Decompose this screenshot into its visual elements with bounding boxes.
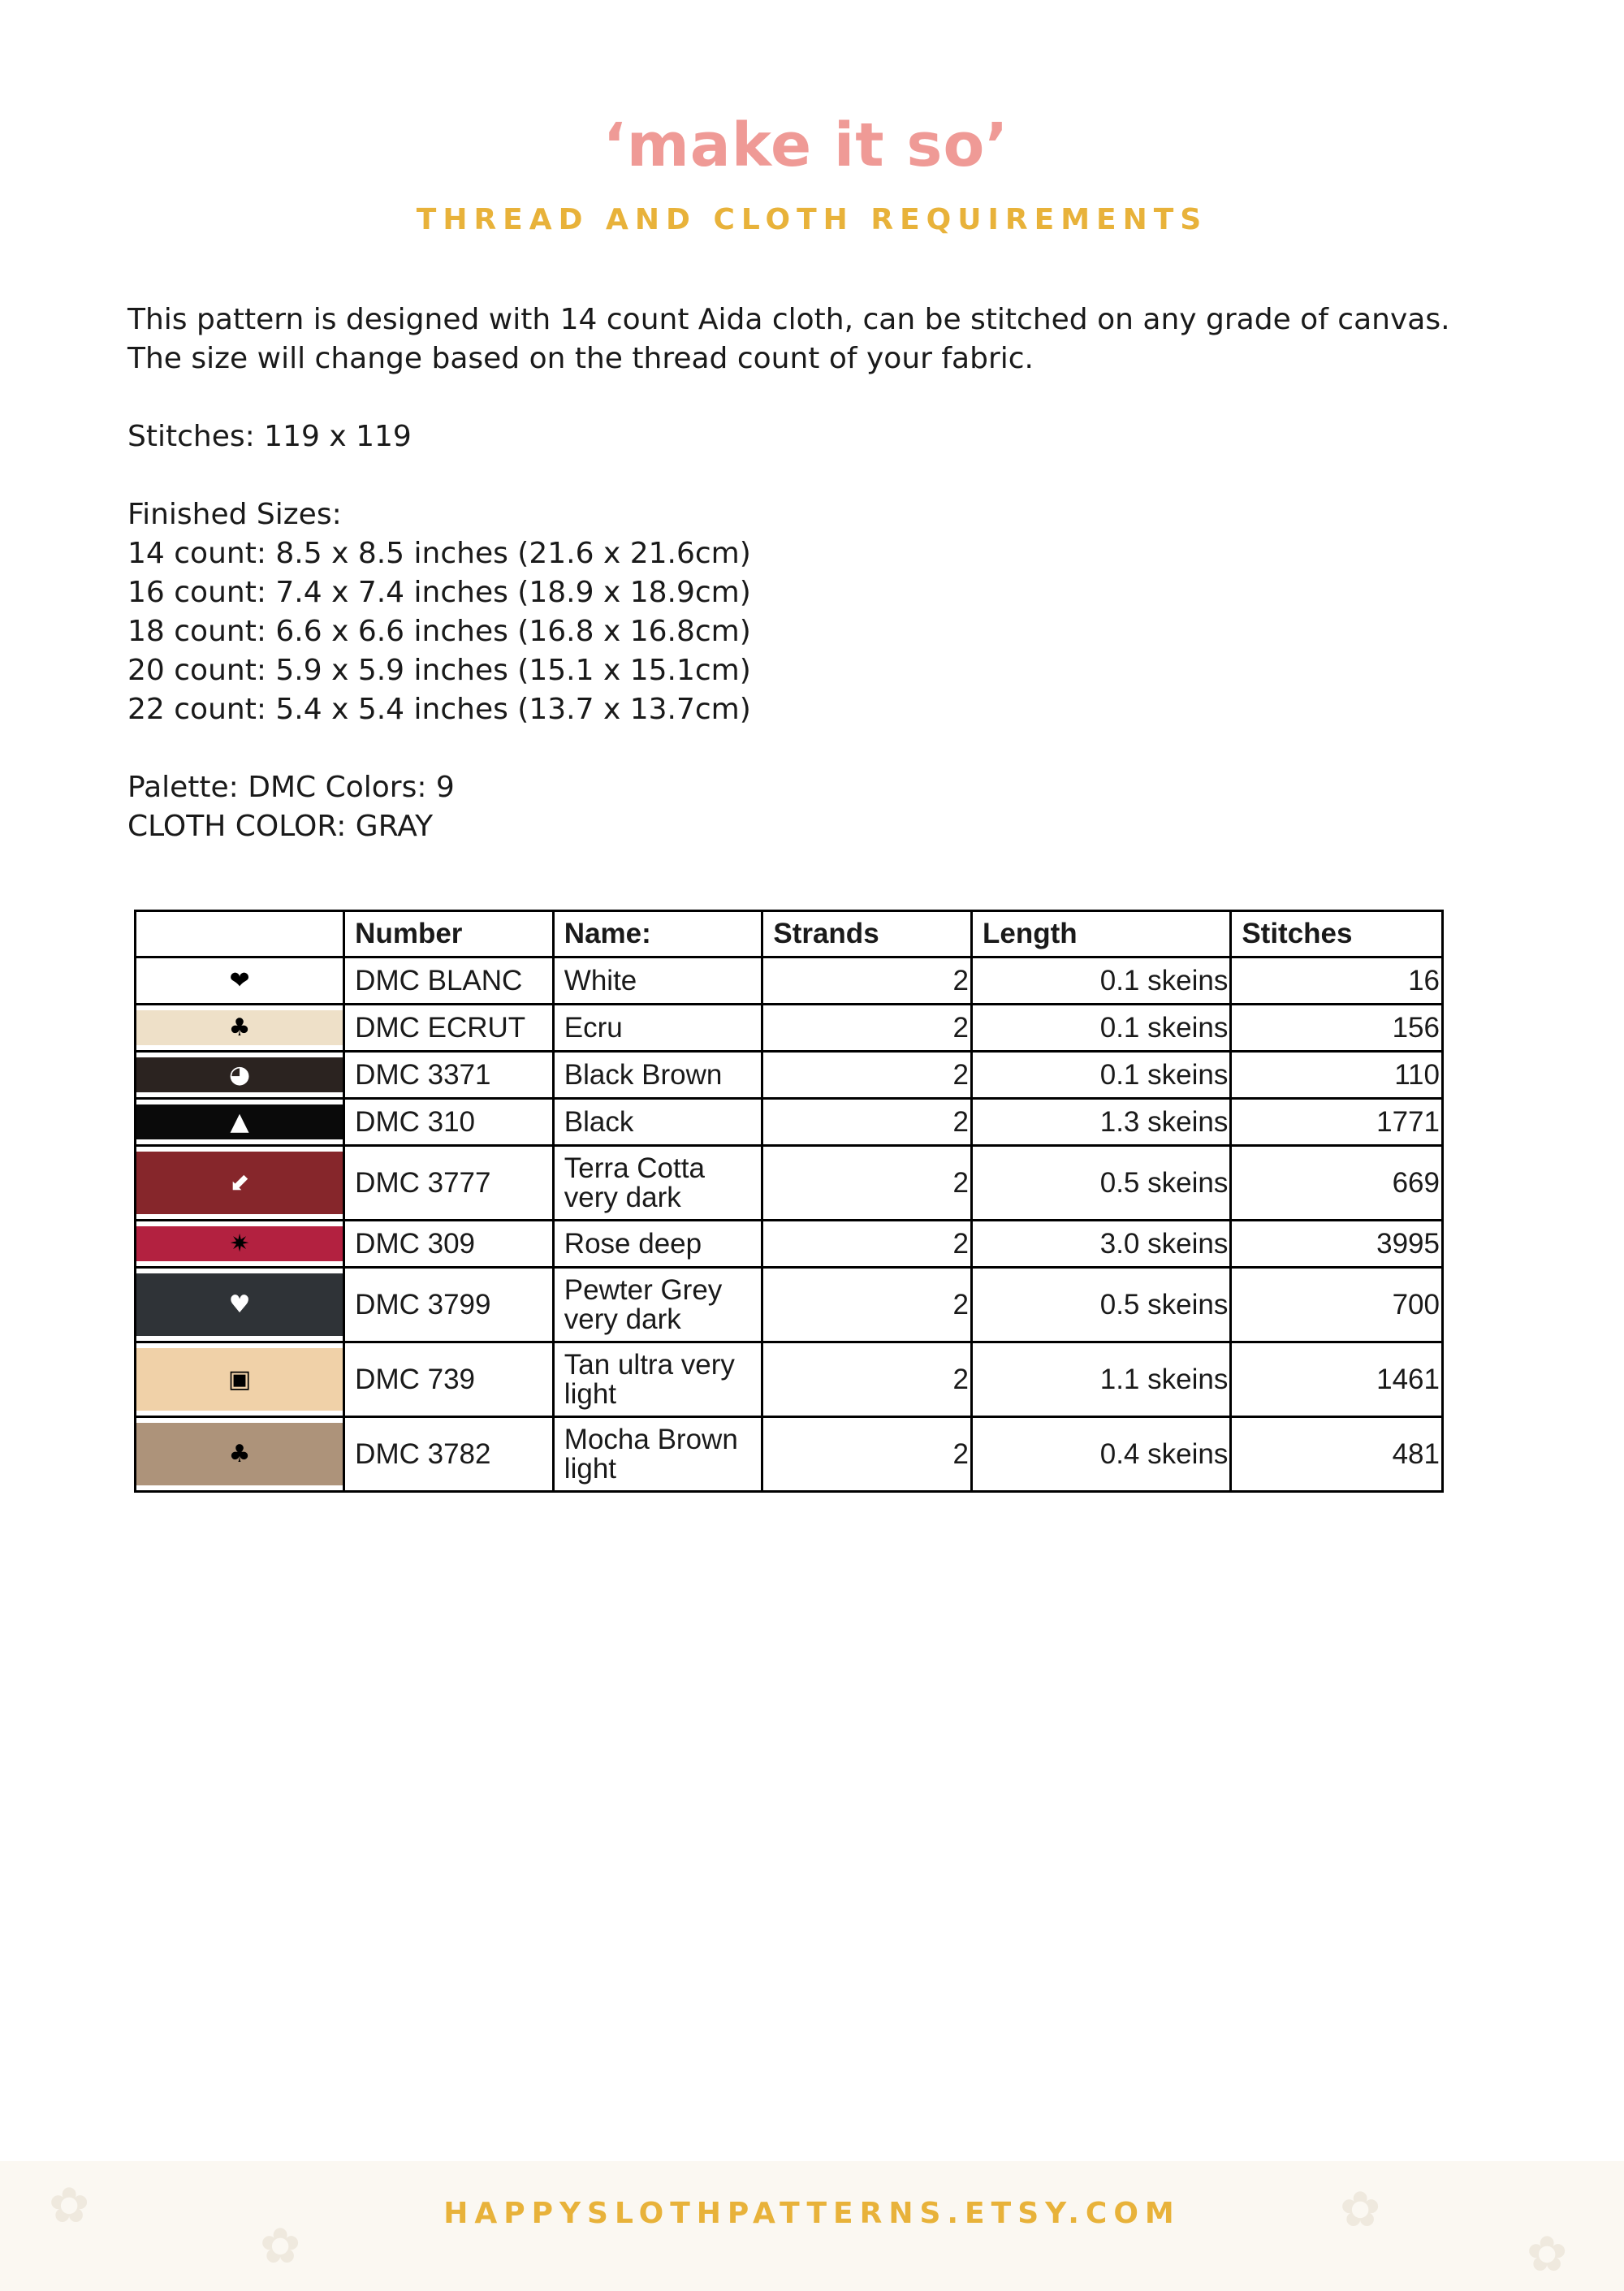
- thread-name: Ecru: [553, 1005, 762, 1052]
- heart-icon: ❤: [229, 966, 250, 995]
- header-strands: Strands: [762, 911, 972, 957]
- color-swatch: [136, 1010, 343, 1045]
- table-row: [136, 1417, 1443, 1492]
- heart-circle-icon: ♥: [228, 1290, 251, 1319]
- thread-length: 0.1 skeins: [971, 1005, 1230, 1052]
- thread-length: 0.1 skeins: [971, 957, 1230, 1005]
- thread-stitches: 1461: [1231, 1342, 1443, 1417]
- table-row: [136, 1005, 1443, 1052]
- thread-number: DMC 3782: [344, 1417, 554, 1492]
- thread-length: 0.4 skeins: [971, 1417, 1230, 1492]
- finished-size-item: 14 count: 8.5 x 8.5 inches (21.6 x 21.6cm): [127, 537, 751, 570]
- table-row: [136, 1221, 1443, 1268]
- thread-strands: 2: [762, 1417, 972, 1492]
- square-icon: ▣: [227, 1365, 252, 1394]
- description-text: This pattern is designed with 14 count Aida cloth, can be stitched on any grade of canvas. The size will change based on the thread count of your fabric.: [127, 303, 1450, 375]
- header-length: Length: [971, 911, 1230, 957]
- table-row: [136, 957, 1443, 1005]
- thread-strands: 2: [762, 1221, 972, 1268]
- header-name: Name:: [553, 911, 762, 957]
- thread-number: DMC 310: [344, 1099, 554, 1146]
- thread-strands: 2: [762, 1052, 972, 1099]
- table-row: [136, 1099, 1443, 1146]
- finished-sizes-label: Finished Sizes:: [127, 498, 342, 531]
- thread-name: Pewter Grey very dark: [553, 1268, 762, 1342]
- thread-strands: 2: [762, 1146, 972, 1221]
- thread-stitches: 16: [1231, 957, 1443, 1005]
- finished-size-item: 22 count: 5.4 x 5.4 inches (13.7 x 13.7cm): [127, 693, 751, 726]
- color-swatch: [136, 1152, 343, 1214]
- club-icon: ♣: [228, 1014, 251, 1042]
- cloth-color: CLOTH COLOR: GRAY: [127, 810, 434, 843]
- table-header-row: [136, 911, 1443, 957]
- color-swatch: [136, 1226, 343, 1261]
- page-title: ‘make it so’: [603, 110, 1009, 180]
- thread-stitches: 669: [1231, 1146, 1443, 1221]
- thread-length: 1.3 skeins: [971, 1099, 1230, 1146]
- thread-name: Rose deep: [553, 1221, 762, 1268]
- sloth-pattern-icon: ✿: [260, 2218, 301, 2275]
- thread-stitches: 481: [1231, 1417, 1443, 1492]
- thread-number: DMC 3799: [344, 1268, 554, 1342]
- thread-strands: 2: [762, 1268, 972, 1342]
- header-symbol: [136, 911, 344, 957]
- circle-quarter-icon: ◕: [228, 1061, 251, 1089]
- color-swatch: [136, 963, 343, 998]
- table-row: [136, 1146, 1443, 1221]
- thread-strands: 2: [762, 957, 972, 1005]
- sloth-pattern-icon: ✿: [1340, 2181, 1381, 2238]
- sloth-pattern-icon: ✿: [1527, 2226, 1568, 2283]
- thread-stitches: 3995: [1231, 1221, 1443, 1268]
- thread-strands: 2: [762, 1099, 972, 1146]
- thread-name: Terra Cotta very dark: [553, 1146, 762, 1221]
- finished-size-item: 16 count: 7.4 x 7.4 inches (18.9 x 18.9cm): [127, 576, 751, 609]
- thread-number: DMC 739: [344, 1342, 554, 1417]
- thread-stitches: 156: [1231, 1005, 1443, 1052]
- header-stitches: Stitches: [1231, 911, 1443, 957]
- club-icon: ♣: [228, 1440, 251, 1468]
- thread-stitches: 700: [1231, 1268, 1443, 1342]
- thread-length: 1.1 skeins: [971, 1342, 1230, 1417]
- thread-length: 3.0 skeins: [971, 1221, 1230, 1268]
- thread-length: 0.5 skeins: [971, 1268, 1230, 1342]
- starburst-icon: ✷: [229, 1230, 250, 1258]
- thread-number: DMC 309: [344, 1221, 554, 1268]
- color-swatch: [136, 1273, 343, 1336]
- table-row: [136, 1052, 1443, 1099]
- finished-size-item: 18 count: 6.6 x 6.6 inches (16.8 x 16.8cm): [127, 615, 751, 648]
- thread-stitches: 1771: [1231, 1099, 1443, 1146]
- thread-name: Mocha Brown light: [553, 1417, 762, 1492]
- footer-url[interactable]: HAPPYSLOTHPATTERNS.ETSY.COM: [443, 2197, 1181, 2230]
- color-swatch: [136, 1423, 343, 1485]
- sloth-pattern-icon: ✿: [49, 2177, 90, 2234]
- thread-table: [134, 910, 1444, 1493]
- arrow-icon: ⬋: [229, 1169, 250, 1197]
- palette-info: Palette: DMC Colors: 9: [127, 771, 455, 804]
- table-row: [136, 1342, 1443, 1417]
- thread-name: Black: [553, 1099, 762, 1146]
- intro-section: [127, 300, 1508, 846]
- color-swatch: [136, 1104, 343, 1139]
- thread-length: 0.5 skeins: [971, 1146, 1230, 1221]
- header-number: Number: [344, 911, 554, 957]
- thread-number: DMC BLANC: [344, 957, 554, 1005]
- thread-strands: 2: [762, 1342, 972, 1417]
- finished-size-item: 20 count: 5.9 x 5.9 inches (15.1 x 15.1cm): [127, 654, 751, 687]
- thread-name: Tan ultra very light: [553, 1342, 762, 1417]
- thread-number: DMC ECRUT: [344, 1005, 554, 1052]
- table-row: [136, 1268, 1443, 1342]
- triangle-icon: ▲: [230, 1108, 249, 1136]
- stitch-count: Stitches: 119 x 119: [127, 420, 412, 453]
- thread-name: White: [553, 957, 762, 1005]
- thread-number: DMC 3371: [344, 1052, 554, 1099]
- page-subtitle: THREAD AND CLOTH REQUIREMENTS: [416, 203, 1208, 236]
- color-swatch: [136, 1057, 343, 1092]
- thread-number: DMC 3777: [344, 1146, 554, 1221]
- thread-strands: 2: [762, 1005, 972, 1052]
- thread-length: 0.1 skeins: [971, 1052, 1230, 1099]
- thread-name: Black Brown: [553, 1052, 762, 1099]
- color-swatch: [136, 1348, 343, 1411]
- thread-stitches: 110: [1231, 1052, 1443, 1099]
